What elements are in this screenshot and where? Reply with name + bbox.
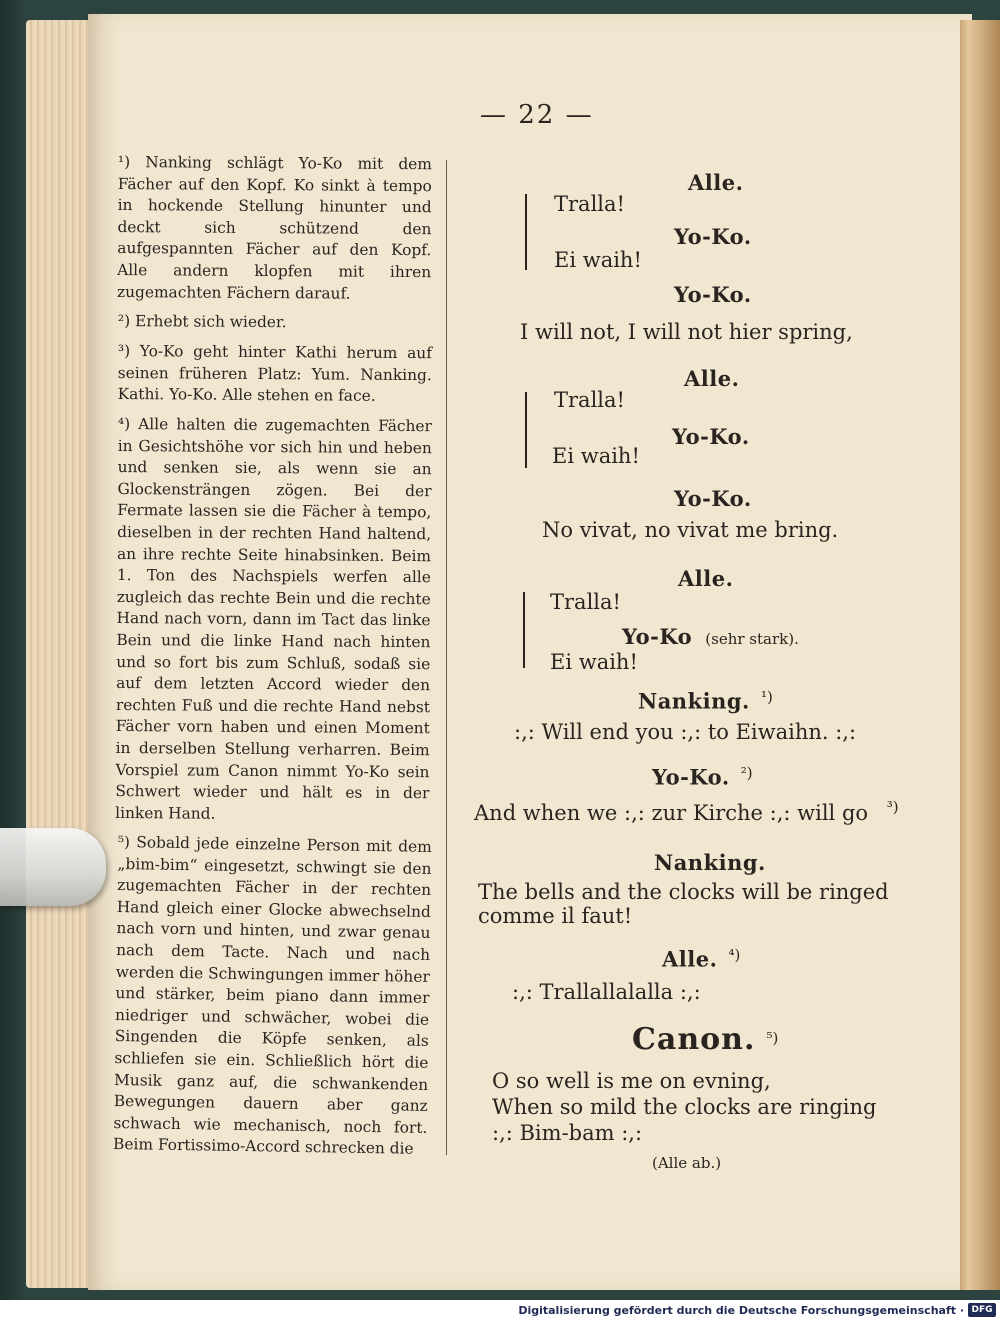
line-and-when [474, 798, 899, 825]
footnote-5: ⁵) Sobald jede einzelne Person mit dem „bim-bim“ eingesetzt, schwingt sie den zugemachten Fächer in der rechten Hand gleich einer Glocke abwechselnd nach vorn und hinten, und zwar genau nach dem Tacte. Nach und nach werden die Schwingungen immer höher und stärker, beim piano dann immer niedriger und schwächer, wobei die Singenden die Köpfe senken, als schliefen sie ein. Schließlich hört die Musik ganz auf, die schwankenden Bewegungen dauern aber ganz schwach wie mechanisch, noch fort. Beim Fortissimo-Accord schrecken die [112, 832, 432, 1158]
canon-line-3: :,: Bim-bam :,: [492, 1121, 643, 1145]
line-bells-1: The bells and the clocks will be ringed [478, 880, 889, 904]
canon-line-1: O so well is me on evning, [492, 1069, 771, 1093]
speaker-yoko: Yo-Ko. [674, 224, 752, 249]
footnote-ref: ³) [886, 798, 899, 816]
canon-line-2: When so mild the clocks are ringing [492, 1095, 877, 1119]
footnote-2: ²) Erhebt sich wieder. [117, 312, 287, 332]
line-trallalla: :,: Trallallalalla :,: [512, 980, 701, 1004]
footnotes-column [112, 152, 432, 1164]
footnote-ref: ¹) [760, 688, 773, 706]
nanking-heading [638, 688, 773, 713]
line-and-when-text: And when we :,: zur Kirche :,: will go [474, 801, 869, 825]
line-tralla: Tralla! [550, 590, 621, 614]
speaker-alle: Alle. [678, 566, 734, 591]
line-tralla: Tralla! [554, 388, 625, 412]
yoko-heading [652, 764, 753, 789]
canon-heading [632, 1022, 778, 1057]
speaker-nanking: Nanking. [638, 688, 750, 714]
footnote-ref: ⁵) [766, 1028, 779, 1047]
speaker-yoko: Yo-Ko. [674, 282, 752, 307]
yoko-loud-line [622, 624, 799, 649]
line-no-vivat: No vivat, no vivat me bring. [542, 518, 839, 542]
line-bells-2: comme il faut! [478, 904, 633, 928]
footnote-ref: ⁴) [728, 946, 741, 964]
page-tab-marker [0, 828, 106, 906]
page-number: — 22 — [480, 100, 594, 130]
canon-text [492, 1068, 952, 1146]
brace [525, 392, 527, 468]
footer-bar [0, 1300, 1000, 1322]
brace [525, 194, 527, 270]
line-tralla: Tralla! [554, 192, 625, 216]
digitization-credit: Digitalisierung gefördert durch die Deutsche Forschungsgemeinschaft · [518, 1304, 964, 1317]
line-will-end: :,: Will end you :,: to Eiwaihn. :,: [514, 720, 857, 744]
speaker-alle: Alle. [688, 170, 744, 195]
speaker-yoko: Yo-Ko [622, 624, 693, 649]
next-page-edge [960, 20, 1000, 1290]
canon-title: Canon. [632, 1022, 756, 1057]
line-bells [478, 880, 948, 928]
speaker-alle: Alle. [662, 946, 718, 972]
dfg-logo: DFG [968, 1303, 996, 1317]
footnote-4: ⁴) Alle halten die zugemachten Fächer in Gesichtshöhe vor sich hin und heben und senken sie, als wenn sie an Glockensträngen zögen. Bei der Fermate lassen sie die Fächer à tempo, dieselben in der rechten Hand haltend, an ihre rechte Seite hinabsinken. Beim 1. Ton des Nachspiels werfen alle zugleich das rechte Bein und die rechte Hand nach vorn, dann im Tact das linke Bein und die linke Hand nach hinten und so fort bis zum Schluß, sodaß sie auf dem letzten Accord wieder den rechten Fuß und die rechte Hand nebst Fächer vorn haben und einen Moment in derselben Stellung verharren. Beim Vorspiel zum Canon nimmt Yo-Ko sein Schwert wieder und hält es in der linken Hand. [115, 414, 432, 822]
footnote-ref: ²) [740, 764, 753, 782]
line-ei-waih: Ei waih! [550, 650, 638, 674]
brace [523, 592, 525, 668]
line-ei-waih: Ei waih! [552, 444, 640, 468]
footnote-3: ³) Yo-Ko geht hinter Kathi herum auf seinen früheren Platz: Yum. Nanking. Kathi. Yo-Ko. Alle stehen en face. [117, 341, 432, 405]
stage-direction: (sehr stark). [705, 630, 799, 648]
column-divider [446, 160, 447, 1155]
speaker-nanking: Nanking. [654, 850, 766, 875]
line-will-not: I will not, I will not hier spring, [520, 320, 853, 344]
speaker-yoko: Yo-Ko. [652, 764, 730, 790]
speaker-yoko: Yo-Ko. [672, 424, 750, 449]
stage-direction-exit: (Alle ab.) [652, 1154, 722, 1172]
footnote-1: ¹) Nanking schlägt Yo-Ko mit dem Fächer auf den Kopf. Ko sinkt à tempo in hockende Stellung hinunter und deckt sich schützend den aufgespannten Fächer auf den Kopf. Alle andern klopfen mit ihren zugemachten Fächern darauf. [116, 152, 432, 303]
line-ei-waih: Ei waih! [554, 248, 642, 272]
speaker-yoko: Yo-Ko. [674, 486, 752, 511]
speaker-alle: Alle. [684, 366, 740, 391]
alle-heading [662, 946, 740, 971]
